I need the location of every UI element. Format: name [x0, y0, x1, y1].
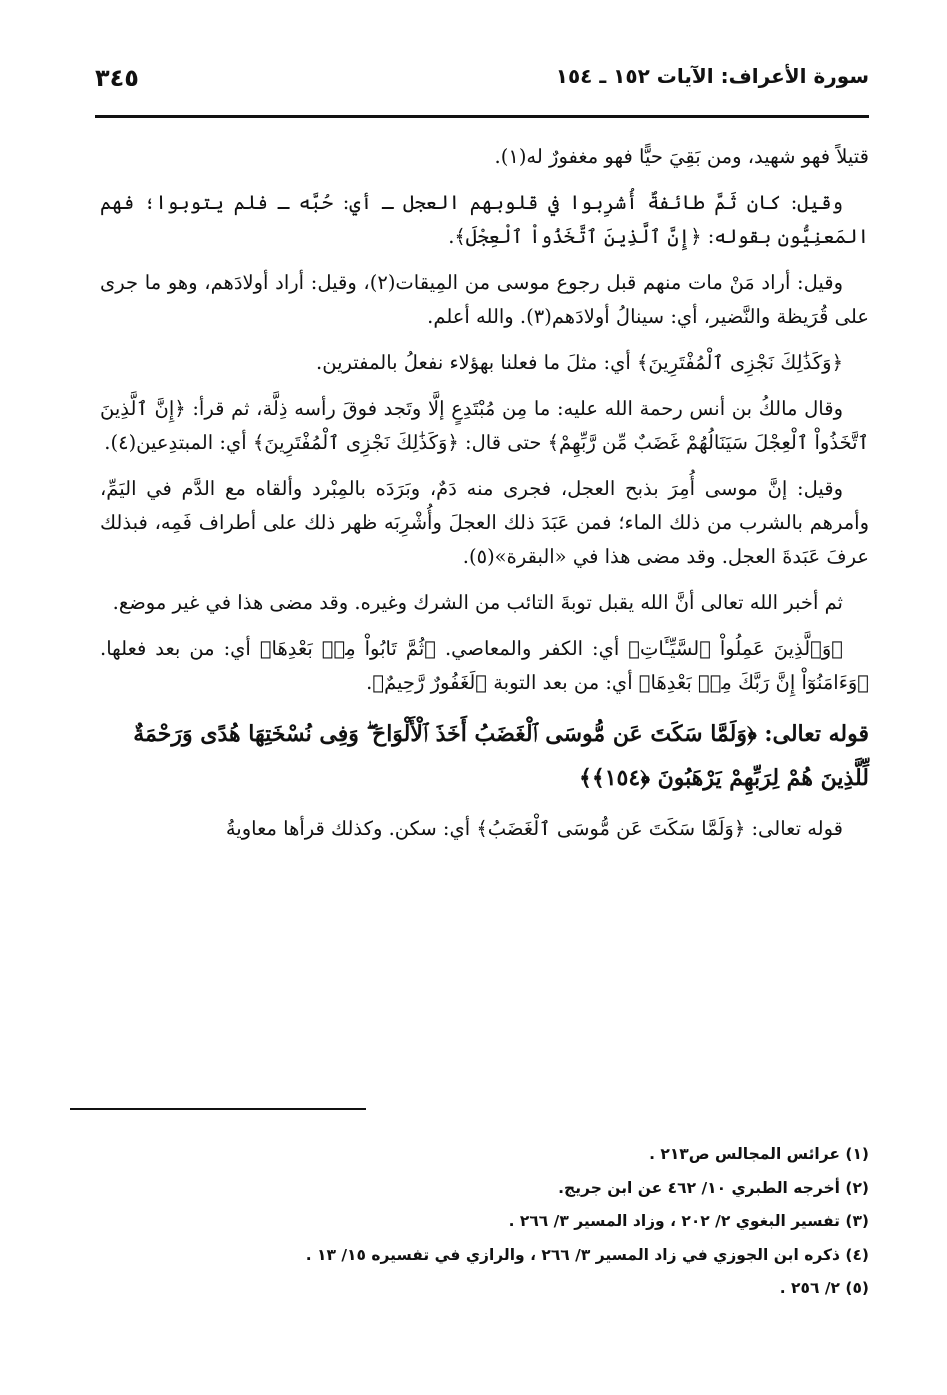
paragraph: ﴿وَكَذَٰلِكَ نَجْزِى ٱلْمُفْتَرِينَ﴾ أي: مثلَ ما فعلنا بهؤلاء نفعلُ بالمفترين.	[316, 351, 843, 374]
header-rule	[95, 115, 869, 118]
paragraph: وقال مالكُ بن أنس رحمة الله عليه: ما مِن مُبْتَدِعٍ إلَّا وتَجد فوقَ رأسه ذِلَّة، ثم قرأ: ﴿إِنَّ ٱلَّذِينَ ٱتَّخَذُواْ ٱلْعِجْلَ سَيَنَالُهُمْ غَضَبٌ مِّن رَّبِّهِمْ﴾ حتى قال: ﴿وَكَذَٰلِكَ نَجْزِى ٱلْمُفْتَرِينَ﴾ أي: المبتدِعين(٤).	[100, 397, 869, 454]
footnote: (١) عرائس المجالس ص٢١٣ .	[649, 1145, 869, 1163]
verse-heading	[100, 712, 869, 800]
footnote: (٤) ذكره ابن الجوزي في زاد المسير ٣/ ٢٦٦ ، والرازي في تفسيره ١٥/ ١٣ .	[305, 1245, 869, 1264]
paragraph: وقيل: إنَّ موسى أُمِرَ بذبح العجل، فجرى منه دَمٌ، وبَرَدَه بالمِبْرد وألقاه مع الدَّم في اليَمِّ، وأمرهم بالشرب من ذلك الماء؛ فمن عَبَدَ ذلك العجلَ وأُشْرِبَه ظهر ذلك على أطراف فَمِه، فبذلك عرفَ عَبَدةَ العجل. وقد مضى هذا في «البقرة»(٥).	[100, 477, 869, 568]
paragraph: قوله تعالى: ﴿وَلَمَّا سَكَتَ عَن مُّوسَى ٱلْغَضَبُ﴾ أي: سكن. وكذلك قرأها معاويةُ	[225, 817, 843, 840]
footnote: (٣) تفسير البغوي ٢/ ٢٠٢ ، وزاد المسير ٣/ ٢٦٦ .	[508, 1212, 869, 1231]
paragraph: ثم أخبر الله تعالى أنَّ الله يقبل توبةَ التائب من الشرك وغيره. وقد مضى هذا في غير موضع.	[112, 591, 843, 614]
footnote: (٢) أخرجه الطبري ١٠/ ٤٦٢ عن ابن جريج.	[558, 1178, 869, 1197]
running-title: سورة الأعراف: الآيات ١٥٢ ـ ١٥٤	[555, 64, 869, 88]
paragraph: وقيل: أراد مَنْ مات منهم قبل رجوع موسى من المِيقات(٢)، وقيل: أراد أولادَهم، وهو ما جرى على قُرَيظة والنَّضير، أي: سينالُ أولادَهم(٣). والله أعلم.	[100, 271, 869, 328]
footnotes	[120, 1138, 869, 1306]
footnote-rule	[70, 1108, 366, 1110]
verse-heading-lead: قوله تعالى:	[764, 721, 869, 747]
page-number: ٣٤٥	[95, 64, 139, 92]
footnote: (٥) ٢/ ٢٥٦ .	[779, 1279, 869, 1298]
paragraph: ﴿وَٱلَّذِينَ عَمِلُواْ ٱلسَّيِّـَٔاتِ﴾ أي: الكفر والمعاصي. ﴿ثُمَّ تَابُواْ مِنۢ بَعْدِهَا﴾ أي: من بعد فعلها. ﴿وَءَامَنُوٓاْ إِنَّ رَبَّكَ مِنۢ بَعْدِهَا﴾ أي: من بعد التوبة ﴿لَغَفُورٌ رَّحِيمٌ﴾.	[100, 637, 869, 694]
verse-heading-text: ﴿وَلَمَّا سَكَتَ عَن مُّوسَى ٱلْغَضَبُ أَخَذَ ٱلْأَلْوَاحَ ۖ وَفِى نُسْخَتِهَا هُدًى وَرَحْمَةٌ لِّلَّذِينَ هُمْ لِرَبِّهِمْ يَرْهَبُونَ ﴿١٥٤﴾﴾	[133, 721, 869, 791]
page-body	[100, 140, 869, 858]
page-header	[95, 58, 869, 118]
paragraph: قتيلاً فهو شهيد، ومن بَقِيَ حيًّا فهو مغفورٌ له(١).	[494, 145, 869, 168]
paragraph: وقيل: كان ثَمَّ طائفةٌ أُشرِبوا في قلوبهم العجل ـ أي: حُبَّه ـ فلم يتوبوا؛ فهم المَعنِيُّون بقوله: ﴿إِنَّ ٱلَّذِينَ ٱتَّخَذُواْ ٱلْعِجْلَ﴾.	[100, 191, 869, 248]
